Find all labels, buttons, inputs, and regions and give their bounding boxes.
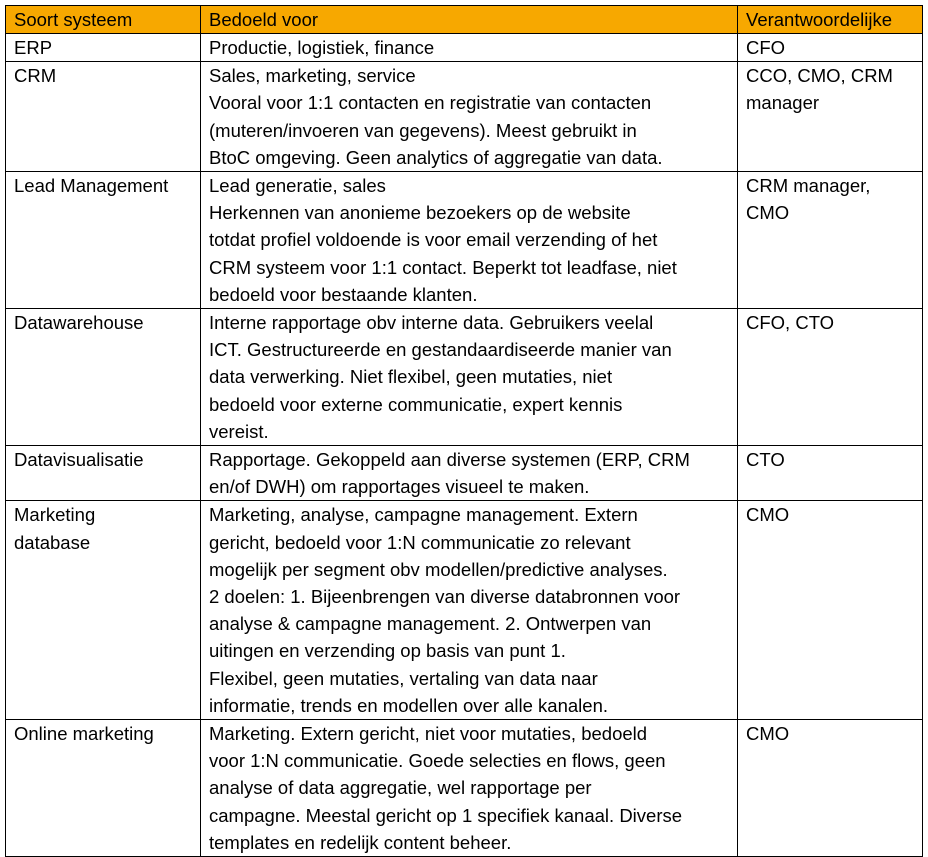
cell-text-line: Online marketing <box>14 723 154 745</box>
cell-owner <box>738 309 923 446</box>
header-verantwoordelijke: Verantwoordelijke <box>738 6 923 34</box>
cell-text-line: CMO <box>746 723 790 745</box>
cell-text-line: Lead generatie, sales <box>209 175 386 197</box>
cell-text-line: Vooral voor 1:1 contacten en registratie van contacten <box>209 92 652 114</box>
table-row <box>6 501 923 720</box>
cell-text-line: CCO, CMO, CRM <box>746 65 893 87</box>
cell-purpose <box>201 34 738 62</box>
cell-text-line: gericht, bedoeld voor 1:N communicatie zo relevant <box>209 531 631 553</box>
cell-text-line: campagne. Meestal gericht op 1 specifiek kanaal. Diverse <box>209 804 683 826</box>
cell-system <box>6 446 201 501</box>
cell-text-line: analyse of data aggregatie, wel rapportage per <box>209 777 592 799</box>
cell-owner <box>738 720 923 857</box>
cell-text-line: manager <box>746 92 820 114</box>
cell-text-line: ICT. Gestructureerde en gestandaardiseerde manier van <box>209 339 672 361</box>
cell-text-line: CRM <box>14 65 57 87</box>
cell-owner <box>738 34 923 62</box>
cell-purpose <box>201 446 738 501</box>
cell-text-line: Marketing, analyse, campagne management. Extern <box>209 504 638 526</box>
cell-text-line: CFO, CTO <box>746 312 835 334</box>
cell-owner <box>738 172 923 309</box>
header-soort-systeem: Soort systeem <box>6 6 201 34</box>
table-row <box>6 172 923 309</box>
system-comparison-table <box>5 5 923 857</box>
cell-text-line: database <box>14 531 91 553</box>
cell-system <box>6 62 201 172</box>
cell-text-line: analyse & campagne management. 2. Ontwerpen van <box>209 613 652 635</box>
cell-text-line: BtoC omgeving. Geen analytics of aggregatie van data. <box>209 146 663 168</box>
cell-text-line: voor 1:N communicatie. Goede selecties en flows, geen <box>209 750 666 772</box>
cell-text-line: CTO <box>746 449 785 471</box>
cell-text-line: data verwerking. Niet flexibel, geen mutaties, niet <box>209 366 613 388</box>
cell-text-line: Datavisualisatie <box>14 449 144 471</box>
cell-text-line: informatie, trends en modellen over alle kanalen. <box>209 694 609 716</box>
cell-text-line: Herkennen van anonieme bezoekers op de website <box>209 202 631 224</box>
cell-text-line: Lead Management <box>14 175 169 197</box>
cell-system <box>6 309 201 446</box>
cell-text-line: Flexibel, geen mutaties, vertaling van data naar <box>209 667 598 689</box>
table-row <box>6 446 923 501</box>
cell-purpose <box>201 720 738 857</box>
table-row <box>6 309 923 446</box>
cell-text-line: templates en redelijk content beheer. <box>209 831 512 853</box>
header-row <box>6 6 923 34</box>
cell-system <box>6 720 201 857</box>
cell-text-line: ERP <box>14 37 53 58</box>
cell-purpose <box>201 309 738 446</box>
cell-text-line: CRM manager, <box>746 175 871 197</box>
cell-text-line: Marketing <box>14 504 96 526</box>
cell-text-line: Sales, marketing, service <box>209 65 416 87</box>
cell-text-line: (muteren/invoeren van gegevens). Meest gebruikt in <box>209 119 637 141</box>
cell-purpose <box>201 62 738 172</box>
cell-text-line: Rapportage. Gekoppeld aan diverse systemen (ERP, CRM <box>209 449 690 471</box>
table-row <box>6 34 923 62</box>
cell-text-line: mogelijk per segment obv modellen/predictive analyses. <box>209 558 668 580</box>
header-bedoeld-voor: Bedoeld voor <box>201 6 738 34</box>
cell-text-line: vereist. <box>209 420 269 442</box>
cell-purpose <box>201 172 738 309</box>
table-row <box>6 720 923 857</box>
cell-text-line: en/of DWH) om rapportages visueel te maken. <box>209 476 590 498</box>
cell-text-line: Datawarehouse <box>14 312 144 334</box>
cell-text-line: CMO <box>746 202 790 224</box>
cell-system <box>6 172 201 309</box>
cell-text-line: CRM systeem voor 1:1 contact. Beperkt tot leadfase, niet <box>209 256 677 278</box>
cell-owner <box>738 62 923 172</box>
cell-text-line: uitingen en verzending op basis van punt 1. <box>209 640 566 662</box>
cell-owner <box>738 446 923 501</box>
cell-text-line: 2 doelen: 1. Bijeenbrengen van diverse databronnen voor <box>209 586 681 608</box>
cell-text-line: totdat profiel voldoende is voor email verzending of het <box>209 229 658 251</box>
cell-text-line: Interne rapportage obv interne data. Gebruikers veelal <box>209 312 654 334</box>
table-body <box>6 34 923 857</box>
cell-text-line: Marketing. Extern gericht, niet voor mutaties, bedoeld <box>209 723 648 745</box>
cell-text-line: bedoeld voor bestaande klanten. <box>209 283 478 305</box>
cell-system <box>6 501 201 720</box>
cell-purpose <box>201 501 738 720</box>
cell-system <box>6 34 201 62</box>
table-row <box>6 62 923 172</box>
cell-text-line: CMO <box>746 504 790 526</box>
cell-text-line: CFO <box>746 37 786 58</box>
cell-text-line: Productie, logistiek, finance <box>209 37 435 58</box>
cell-text-line: bedoeld voor externe communicatie, expert kennis <box>209 393 623 415</box>
cell-owner <box>738 501 923 720</box>
